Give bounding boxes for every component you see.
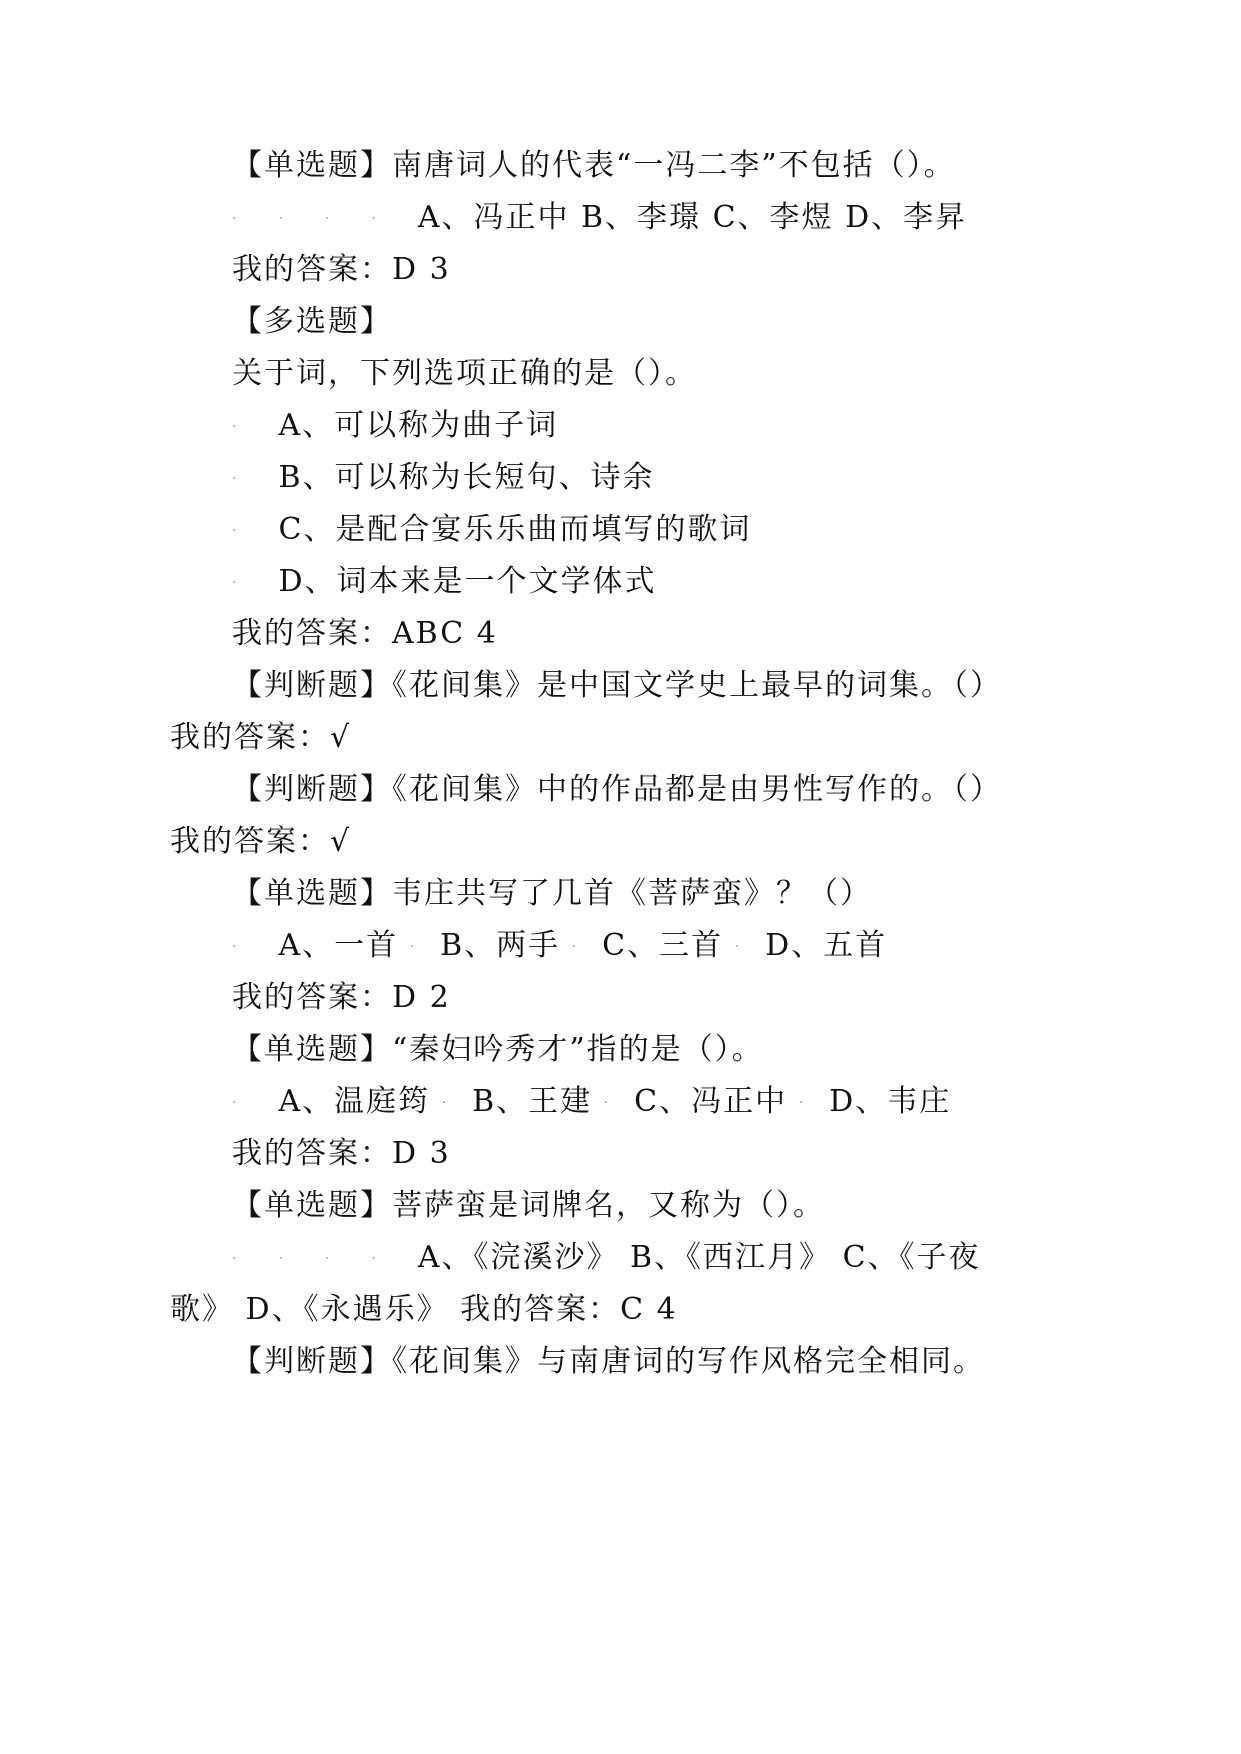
question-2-option-b xyxy=(232,458,655,499)
question-7-stem: 【单选题】菩萨蛮是词牌名，又称为（）。 xyxy=(232,1188,825,1223)
question-2-option-d xyxy=(232,562,657,603)
question-2-stem: 关于词，下列选项正确的是（）。 xyxy=(232,356,697,391)
question-4-answer: 我的答案：√ xyxy=(170,824,352,859)
bullet-dot: · xyxy=(232,211,237,227)
question-5-options xyxy=(232,926,887,967)
bullet-dot: · xyxy=(232,1251,237,1267)
bullet-dot: · xyxy=(734,939,740,955)
option-text: B、两手 xyxy=(440,928,561,963)
bullet-dot: · xyxy=(324,211,330,227)
bullet-dot: · xyxy=(571,939,577,955)
option-text: C、三首 xyxy=(602,928,724,963)
bullet-dot: · xyxy=(278,1251,283,1267)
bullet-dot: · xyxy=(371,211,376,227)
bullet-dot: · xyxy=(441,1095,447,1111)
question-1-options xyxy=(232,198,967,239)
bullet-dot: · xyxy=(324,1251,330,1267)
option-text: C、冯正中 xyxy=(634,1084,788,1119)
option-text: C、是配合宴乐乐曲而填写的歌词 xyxy=(278,512,752,547)
question-5-answer: 我的答案：D 2 xyxy=(232,980,451,1015)
option-text: D、五首 xyxy=(765,928,888,963)
question-1-stem: 【单选题】南唐词人的代表“一冯二李”不包括（）。 xyxy=(232,148,956,183)
bullet-dot: · xyxy=(798,1095,804,1111)
question-5-stem: 【单选题】韦庄共写了几首《菩萨蛮》？（） xyxy=(232,876,872,911)
bullet-dot: · xyxy=(232,523,237,539)
bullet-dot: · xyxy=(232,1095,237,1111)
question-1-answer: 我的答案：D 3 xyxy=(232,252,451,287)
option-text: A、温庭筠 xyxy=(278,1084,431,1119)
question-6-options xyxy=(232,1082,951,1123)
option-text: A、一首 xyxy=(278,928,399,963)
option-text: D、韦庄 xyxy=(829,1084,952,1119)
bullet-dot: · xyxy=(232,419,237,435)
question-6-stem: 【单选题】“秦妇吟秀才”指的是（）。 xyxy=(232,1032,764,1067)
question-8-stem: 【判断题】《花间集》与南唐词的写作风格完全相同。 xyxy=(232,1344,985,1379)
option-text: D、词本来是一个文学体式 xyxy=(278,564,657,599)
question-3-answer: 我的答案：√ xyxy=(170,720,352,755)
bullet-dot: · xyxy=(232,471,237,487)
question-7-options-text: A、《浣溪沙》 B、《西江月》 C、《子夜 xyxy=(417,1240,981,1275)
bullet-dot: · xyxy=(603,1095,609,1111)
bullet-dot: · xyxy=(409,939,415,955)
question-7-continuation: 歌》 D、《永遇乐》 我的答案：C 4 xyxy=(170,1292,678,1327)
option-text: B、王建 xyxy=(472,1084,593,1119)
question-6-answer: 我的答案：D 3 xyxy=(232,1136,451,1171)
question-3-stem: 【判断题】《花间集》是中国文学史上最早的词集。（） xyxy=(232,668,1002,703)
option-text: A、可以称为曲子词 xyxy=(278,408,559,443)
option-text: B、可以称为长短句、诗余 xyxy=(278,460,655,495)
question-2-type: 【多选题】 xyxy=(232,304,392,339)
question-4-stem: 【判断题】《花间集》中的作品都是由男性写作的。（） xyxy=(232,772,1002,807)
question-7-options xyxy=(232,1238,981,1279)
question-2-answer: 我的答案：ABC 4 xyxy=(232,616,498,651)
bullet-dot: · xyxy=(232,575,237,591)
question-1-options-text: A、冯正中 B、李璟 C、李煜 D、李昇 xyxy=(417,200,968,235)
bullet-dot: · xyxy=(232,939,237,955)
question-2-option-a xyxy=(232,406,558,447)
bullet-dot: · xyxy=(371,1251,376,1267)
question-2-option-c xyxy=(232,510,751,551)
bullet-dot: · xyxy=(278,211,283,227)
